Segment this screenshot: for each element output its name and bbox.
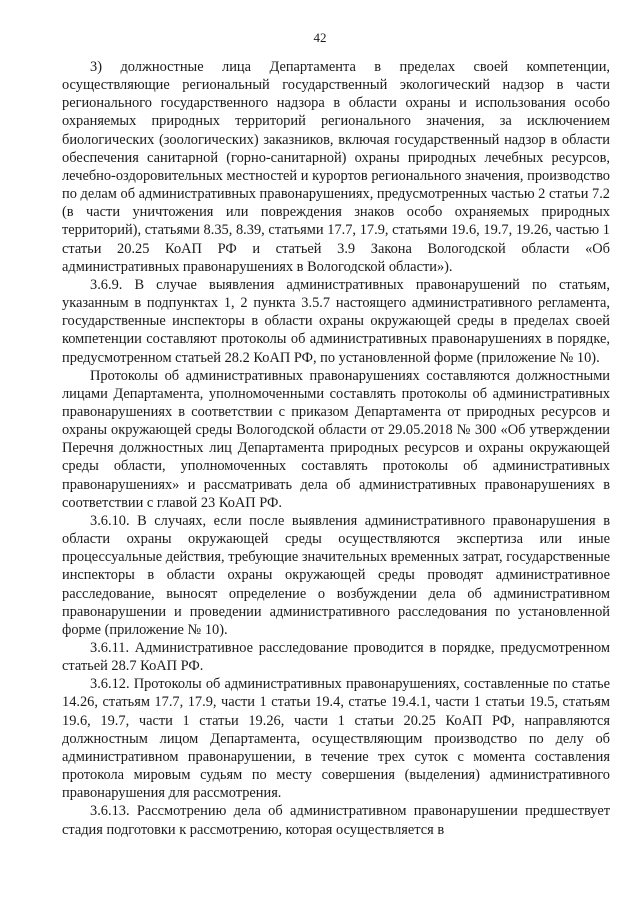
- paragraph-3-6-9: 3.6.9. В случае выявления административных правонарушений по статьям, указанным в подпунктах 1, 2 пункта 3.5.7 настоящего административного регламента, государственные инспекторы в области охраны окружающей среды в пределах своей компетенции составляют протоколы об административных правонарушениях в порядке, предусмотренном статьей 28.2 КоАП РФ, по установленной форме (приложение № 10).: [62, 276, 610, 366]
- document-body: [62, 58, 610, 839]
- paragraph-3-6-11: 3.6.11. Административное расследование проводится в порядке, предусмотренном статьей 28.7 КоАП РФ.: [62, 640, 610, 675]
- paragraph-protocols: Протоколы об административных правонарушениях составляются должностными лицами Департамента, уполномоченными составлять протоколы об административных правонарушениях в соответствии с приказом Департамента от природных ресурсов и охраны окружающей среды Вологодской области от 29.05.2018 № 300 «Об утверждении Перечня должностных лиц Департамента природных ресурсов и охраны окружающей среды области, уполномоченных составлять протоколы об административных правонарушениях» и рассматривать дела об административных правонарушениях в соответствии с главой 23 КоАП РФ.: [62, 367, 610, 511]
- paragraph-3-6-10: 3.6.10. В случаях, если после выявления административного правонарушения в области охраны окружающей среды осуществляются экспертиза или иные процессуальные действия, требующие значительных временных затрат, государственные инспекторы в области охраны окружающей среды проводят административное расследование, выносят определение о возбуждении дела об административном правонарушении и проведении административного расследования по установленной форме (приложение № 10).: [62, 512, 610, 638]
- paragraph-3-6-12: 3.6.12. Протоколы об административных правонарушениях, составленные по статье 14.26, статьям 17.7, 17.9, части 1 статьи 19.4, статье 19.4.1, части 1 статьи 19.5, статьям 19.6, 19.7, части 1 статьи 19.26, части 1 статьи 20.25 КоАП РФ, направляются должностным лицом Департамента, осуществляющим производство по делу об административном правонарушении, в течение трех суток с момента составления протокола мировым судьям по месту совершения (выделения) административного правонарушения для рассмотрения.: [62, 676, 610, 802]
- page-number: 42: [313, 30, 327, 45]
- paragraph-officials-item-3: 3) должностные лица Департамента в пределах своей компетенции, осуществляющие региональный государственный экологический надзор в части регионального государственного надзора в области охраны и использования особо охраняемых природных территорий регионального значения, за исключением биологических (зоологических) заказников, включая государственный надзор в области обеспечения санитарной (горно-санитарной) охраны природных лечебных ресурсов, лечебно-оздоровительных местностей и курортов регионального значения, производство по делам об административных правонарушениях, предусмотренных частью 2 статьи 7.2 (в части уничтожения или повреждения знаков особо охраняемых природных территорий), статьями 8.35, 8.39, статьями 17.7, 17.9, статьями 19.6, 19.7, 19.26, частью 1 статьи 20.25 КоАП РФ и статьей 3.9 Закона Вологодской области «Об административных правонарушениях в Вологодской области»).: [62, 59, 610, 275]
- paragraph-3-6-13: 3.6.13. Рассмотрению дела об административном правонарушении предшествует стадия подготовки к рассмотрению, которая осуществляется в: [62, 803, 610, 838]
